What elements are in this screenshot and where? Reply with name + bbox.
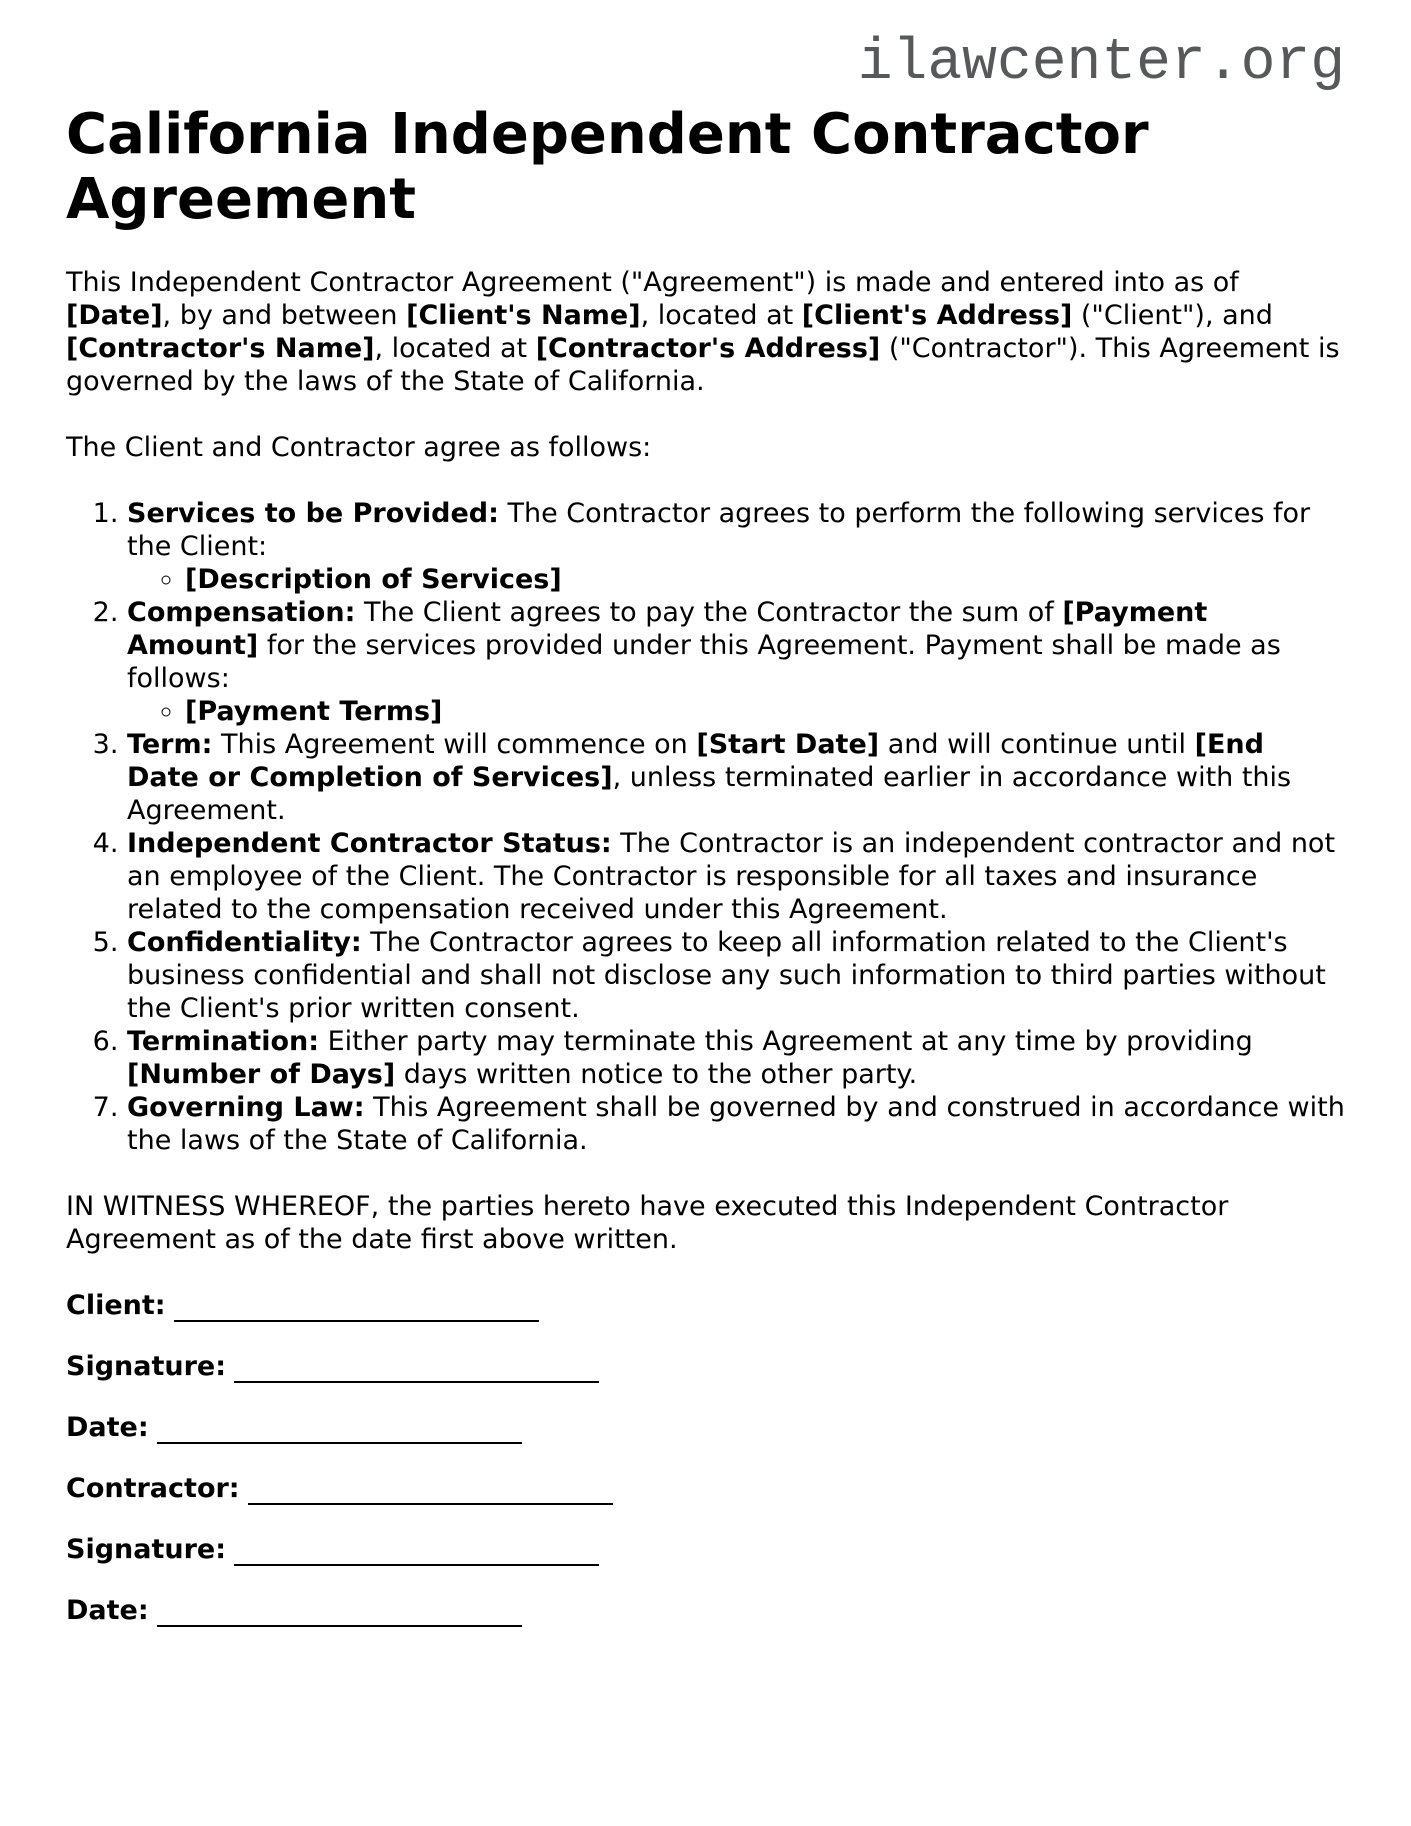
signature-row xyxy=(66,1289,1345,1322)
signature-label: Signature: xyxy=(66,1534,227,1565)
text-run: and will continue until xyxy=(879,729,1195,760)
signature-section xyxy=(66,1289,1345,1627)
signature-label: Date: xyxy=(66,1595,149,1626)
text-run: Either party may terminate this Agreement at any time by providing xyxy=(319,1026,1253,1057)
text-run: The Client agrees to pay the Contractor the sum of xyxy=(355,597,1063,628)
signature-row xyxy=(66,1533,1345,1566)
placeholder-field: Independent Contractor Status: xyxy=(127,828,612,859)
text-run: , located at xyxy=(640,300,802,331)
placeholder-field: Governing Law: xyxy=(127,1092,365,1123)
signature-label: Date: xyxy=(66,1412,149,1443)
agreement-lead-in: The Client and Contractor agree as follows: xyxy=(66,432,652,463)
text-run: This Agreement will commence on xyxy=(212,729,697,760)
placeholder-field: [Start Date] xyxy=(696,729,880,760)
placeholder-field: Confidentiality: xyxy=(127,927,362,958)
witness-paragraph: IN WITNESS WHEREOF, the parties hereto have executed this Independent Contractor Agreement as of the date first above written. xyxy=(66,1191,1229,1255)
signature-label: Client: xyxy=(66,1290,166,1321)
text-run: for the services provided under this Agreement. Payment shall be made as follows: xyxy=(127,630,1281,694)
term-item xyxy=(127,596,1345,728)
placeholder-field: [Contractor's Address] xyxy=(535,333,881,364)
signature-label: Contractor: xyxy=(66,1473,240,1504)
placeholder-field: [Client's Name] xyxy=(406,300,641,331)
signature-blank-line xyxy=(157,1412,522,1444)
placeholder-field: Compensation: xyxy=(127,597,356,628)
text-run: ("Client"), and xyxy=(1072,300,1273,331)
sub-term-item: ◦ [Payment Terms] xyxy=(185,695,1345,728)
placeholder-field: [Payment Amount] xyxy=(127,597,1208,661)
text-run: , by and between xyxy=(162,300,407,331)
signature-row xyxy=(66,1594,1345,1627)
term-item xyxy=(127,926,1345,1025)
placeholder-field: Termination: xyxy=(127,1026,320,1057)
text-run: The Contractor is an independent contractor and not an employee of the Client. The Contractor is responsible for all taxes and insurance related to the compensation received under this Agreement. xyxy=(127,828,1336,925)
sub-term-item: ◦ [Description of Services] xyxy=(185,563,1345,596)
signature-row xyxy=(66,1350,1345,1383)
signature-row xyxy=(66,1472,1345,1505)
signature-blank-line xyxy=(234,1534,599,1566)
text-run: This Agreement shall be governed by and construed in accordance with the laws of the State of California. xyxy=(127,1092,1345,1156)
signature-blank-line xyxy=(248,1473,613,1505)
term-item xyxy=(127,728,1345,827)
placeholder-field: [Date] xyxy=(66,300,163,331)
term-sub-list xyxy=(127,695,1345,728)
text-run: The Contractor agrees to keep all information related to the Client's business confidential and shall not disclose any such information to third parties without the Client's prior written consent. xyxy=(127,927,1326,1024)
text-run: days written notice to the other party. xyxy=(395,1059,918,1090)
text-run: This Independent Contractor Agreement ("Agreement") is made and entered into as of xyxy=(66,267,1239,298)
placeholder-field: Term: xyxy=(127,729,213,760)
signature-label: Signature: xyxy=(66,1351,227,1382)
text-run: , located at xyxy=(374,333,536,364)
signature-blank-line xyxy=(234,1351,599,1383)
placeholder-field: [Client's Address] xyxy=(801,300,1073,331)
term-item xyxy=(127,1091,1345,1157)
placeholder-field: [Number of Days] xyxy=(127,1059,396,1090)
terms-list xyxy=(66,497,1345,1157)
text-run: ("Contractor"). This Agreement is governed by the laws of the State of California. xyxy=(66,333,1340,397)
placeholder-field: Services to be Provided: xyxy=(127,498,499,529)
placeholder-field: [End Date or Completion of Services] xyxy=(127,729,1264,793)
term-sub-list xyxy=(127,563,1345,596)
signature-blank-line xyxy=(174,1290,539,1322)
site-logo: ilawcenter.org xyxy=(857,31,1345,96)
signature-row xyxy=(66,1411,1345,1444)
intro-paragraph xyxy=(66,266,1345,398)
text-run: , unless terminated earlier in accordance with this Agreement. xyxy=(127,762,1292,826)
term-item xyxy=(127,827,1345,926)
term-item xyxy=(127,1025,1345,1091)
document-title: California Independent Contractor Agreement xyxy=(66,102,1149,232)
signature-blank-line xyxy=(157,1595,522,1627)
term-item xyxy=(127,497,1345,596)
text-run: The Contractor agrees to perform the following services for the Client: xyxy=(127,498,1311,562)
placeholder-field: [Contractor's Name] xyxy=(66,333,375,364)
